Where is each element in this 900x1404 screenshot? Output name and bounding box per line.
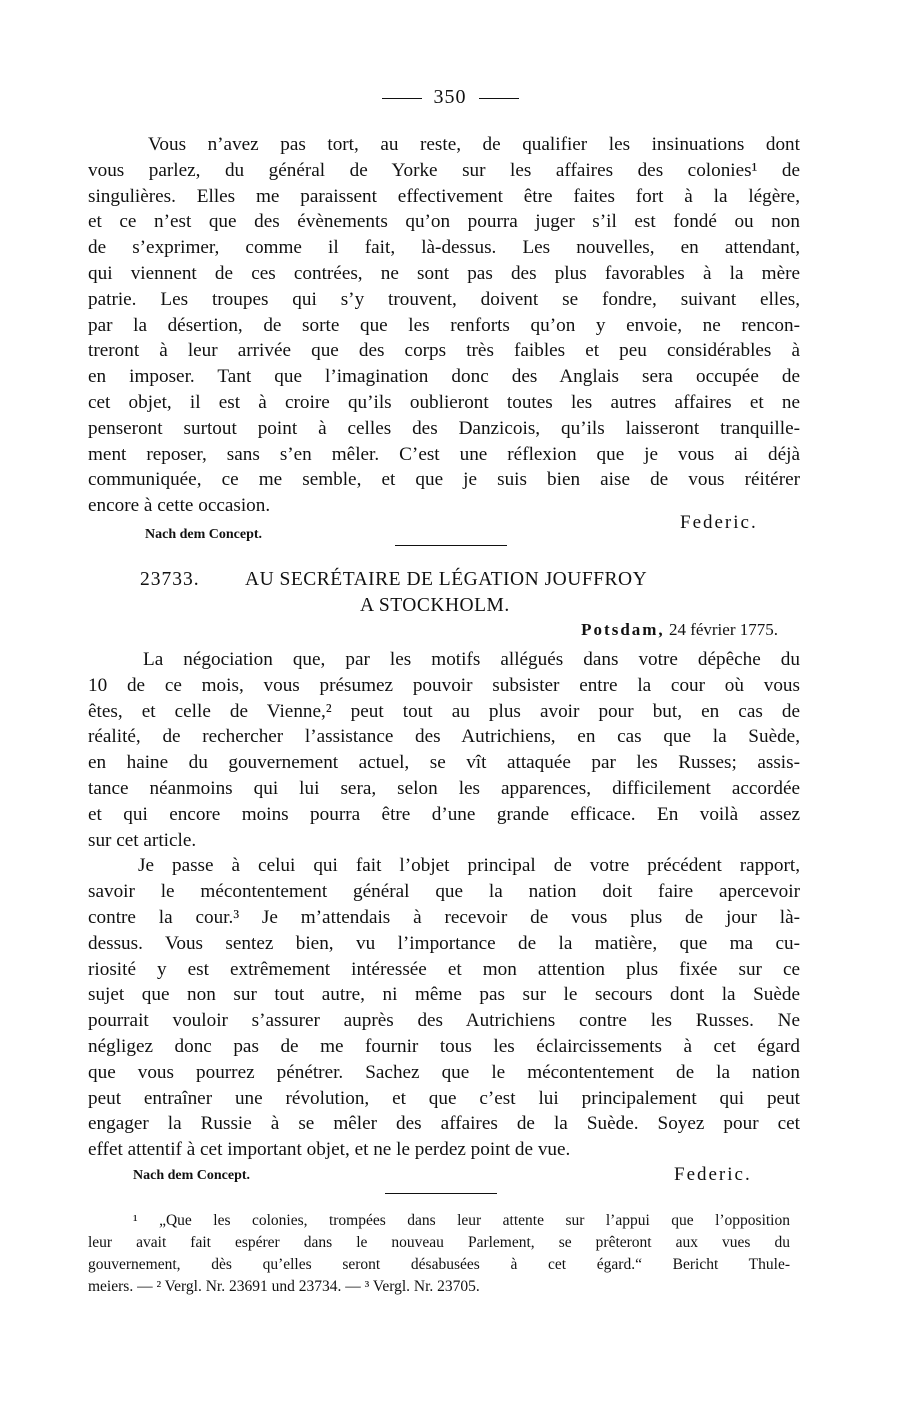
letter1-source-note: Nach dem Concept.: [145, 527, 263, 542]
letter2-para2-line: contre la cour.³ Je m’attendais à recevoir de vous plus de jour là-: [88, 906, 800, 928]
letter2-dateline: [581, 620, 778, 640]
letter2-para2-line: pourrait vouloir s’assurer auprès des Autrichiens contre les Russes. Ne: [88, 1010, 800, 1032]
letter2-title-line2: A STOCKHOLM.: [360, 595, 510, 616]
letter2-number: 23733.: [140, 569, 200, 590]
letter2-para1-line: êtes, et celle de Vienne,² peut tout au plus avoir pour but, en cas de: [88, 700, 800, 722]
letter2-para2-line: que vous pourrez pénétrer. Sachez que le mécontentement de la nation: [88, 1061, 800, 1083]
footnote-line: gouvernement, dès qu’elles seront désabusées à cet égard.“ Bericht Thule-: [88, 1256, 790, 1273]
letter2-para2-line: savoir le mécontentement général que la nation doit faire apercevoir: [88, 881, 800, 903]
page-number-dash-left: [382, 98, 422, 99]
letter2-para2-line: riosité y est extrêmement intéressée et mon attention plus fixée sur ce: [88, 958, 800, 980]
letter1-line: Vous n’avez pas tort, au reste, de qualifier les insinuations dont: [148, 134, 800, 155]
letter1-line: treront à leur arrivée que des corps très faibles et peu considérables à: [88, 340, 800, 362]
letter1-line: en imposer. Tant que l’imagination donc des Anglais sera occupée de: [88, 366, 800, 388]
letter2-para2-line: engager la Russie à se mêler des affaires de la Suède. Soyez pour cet: [88, 1113, 800, 1135]
letter1-line: qui viennent de ces contrées, ne sont pas des plus favorables à la mère: [88, 262, 800, 284]
footnote-line: leur avait fait espérer dans le nouveau Parlement, se prêteront aux vues du: [88, 1234, 790, 1251]
letter2-body: [88, 647, 800, 1163]
letter1-line: encore à cette occasion.: [88, 495, 271, 517]
letter2-source-note: Nach dem Concept.: [133, 1168, 251, 1183]
letter2-para2-line: dessus. Vous sentez bien, vu l’importance de la matière, que ma cu-: [88, 932, 800, 954]
letter2-para1-line: 10 de ce mois, vous présumez pouvoir subsister entre la cour où vous: [88, 674, 800, 696]
footnote-divider: [385, 1193, 497, 1194]
letter1-line: ment reposer, sans s’en mêler. C’est une réflexion que je vous ai déjà: [88, 443, 800, 465]
footnote-line: ¹ „Que les colonies, trompées dans leur attente sur l’appui que l’opposition: [133, 1212, 790, 1229]
letter1-line: penseront surtout point à celles des Danzicois, qu’ils laisseront tranquille-: [88, 417, 800, 439]
letter1-line: par la désertion, de sorte que les renforts qu’on y envoie, ne rencon-: [88, 314, 800, 336]
letter2-para2-line: peut entraîner une révolution, et que c’est lui principalement qui peut: [88, 1087, 800, 1109]
page-number: [0, 86, 900, 109]
letter1-line: et ce n’est que des évènements qu’on pourra juger s’il est fondé ou non: [88, 211, 800, 233]
letter2-title-line1: AU SECRÉTAIRE DE LÉGATION JOUFFROY: [245, 569, 648, 590]
footnotes: [88, 1210, 790, 1298]
letter2-para1-line: réalité, de rechercher l’assistance des Autrichiens, en cas que la Suède,: [88, 726, 800, 748]
letter1-line: patrie. Les troupes qui s’y trouvent, doivent se fondre, suivant elles,: [88, 288, 800, 310]
footnote-line: meiers. — ² Vergl. Nr. 23691 und 23734. — ³ Vergl. Nr. 23705.: [88, 1278, 480, 1295]
page-number-dash-right: [479, 98, 519, 99]
letter2-para1-line: en haine du gouvernement actuel, se vît attaquée par les Russes; assis-: [88, 752, 800, 774]
letter1-line: vous parlez, du général de Yorke sur les affaires des colonies¹ de: [88, 159, 800, 181]
letter2-para2-line: négligez donc pas de me fournir tous les éclaircissements à cet égard: [88, 1035, 800, 1057]
letter2-para1-line: La négociation que, par les motifs allégués dans votre dépêche du: [143, 649, 800, 670]
letter2-place: Potsdam,: [581, 620, 665, 639]
letter1-line: cet objet, il est à croire qu’ils oublieront toutes les autres affaires et ne: [88, 391, 800, 413]
section-divider: [395, 545, 507, 546]
letter2-para1-line: tance néanmoins qui lui sera, selon les apparences, difficilement accordée: [88, 777, 800, 799]
letter2-para1-line: sur cet article.: [88, 829, 197, 851]
letter1-line: communiquée, ce me semble, et que je suis bien aise de vous réitérer: [88, 469, 800, 491]
letter2-date: 24 février 1775.: [668, 620, 778, 639]
letter1-signature: Federic.: [680, 512, 758, 533]
letter1-body: [88, 132, 800, 519]
letter2-para2-line: Je passe à celui qui fait l’objet principal de votre précédent rapport,: [138, 855, 800, 877]
letter2-para2-line: sujet que non sur tout autre, ni même pas sur le secours dont la Suède: [88, 984, 800, 1006]
letter2-para2-line: effet attentif à cet important objet, et ne le perdez point de vue.: [88, 1139, 571, 1161]
page-number-value: 350: [433, 86, 467, 108]
letter2-para1-line: et qui encore moins pourra être d’une grande efficace. En voilà assez: [88, 803, 800, 825]
letter1-line: singulières. Elles me paraissent effectivement être faites fort à la légère,: [88, 185, 800, 207]
letter2-signature: Federic.: [674, 1164, 752, 1185]
letter1-line: de s’exprimer, comme il fait, là-dessus. Les nouvelles, en attendant,: [88, 237, 800, 259]
